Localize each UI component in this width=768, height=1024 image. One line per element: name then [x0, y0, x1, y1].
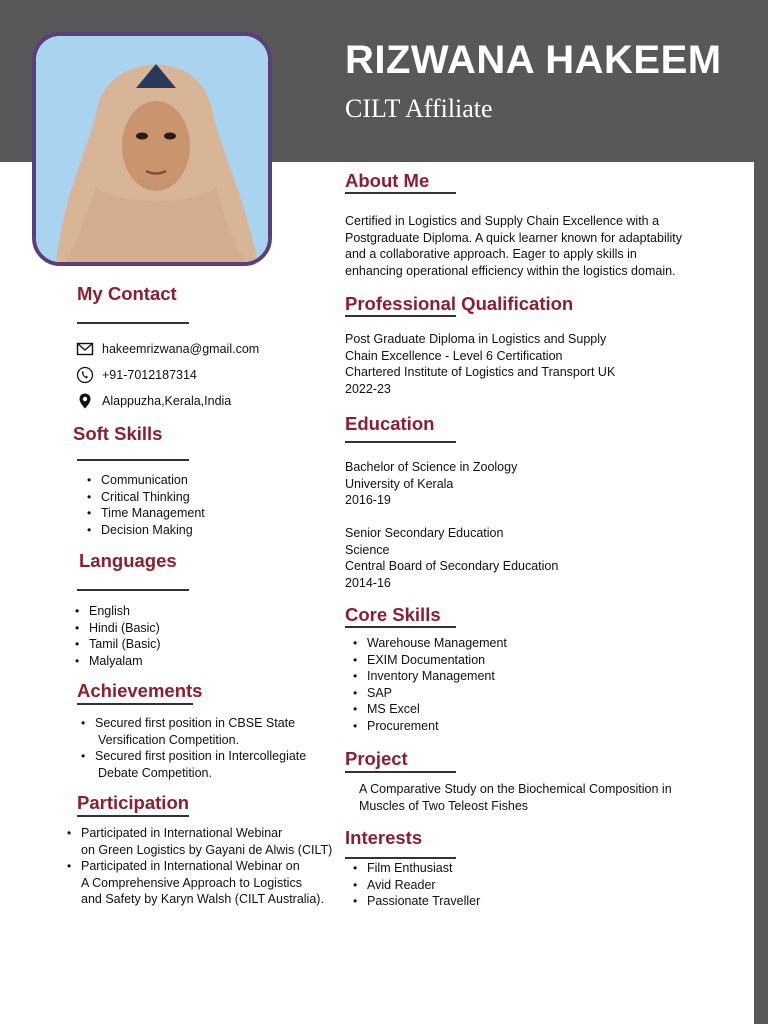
list-item: • EXIM Documentation [367, 652, 507, 669]
qualification-divider [345, 315, 456, 317]
project-divider [345, 771, 456, 773]
languages-list [89, 603, 161, 669]
list-item: • Hindi (Basic) [89, 620, 161, 637]
list-item: • Tamil (Basic) [89, 636, 161, 653]
list-item: • Time Management [101, 505, 205, 522]
person-name: RIZWANA HAKEEM [345, 38, 722, 82]
location-pin-icon [76, 392, 94, 410]
contact-phone[interactable]: +91-7012187314 [102, 368, 197, 382]
list-item: • Procurement [367, 718, 507, 735]
project-heading: Project [345, 748, 408, 769]
profile-photo [32, 32, 272, 266]
education-divider [345, 441, 456, 443]
contact-divider [77, 322, 189, 324]
list-item: • English [89, 603, 161, 620]
list-item: • SAP [367, 685, 507, 702]
contact-email[interactable]: hakeemrizwana@gmail.com [102, 342, 260, 356]
right-accent-bar [754, 162, 768, 1024]
interests-list [367, 860, 480, 910]
about-divider [345, 192, 456, 194]
soft-skills-divider [77, 459, 189, 461]
list-item: • Communication [101, 472, 205, 489]
contact-location-row [76, 392, 231, 410]
contact-phone-row [76, 366, 197, 384]
list-item: • MS Excel [367, 701, 507, 718]
list-item: • Malyalam [89, 653, 161, 670]
list-item: • Film Enthusiast [367, 860, 480, 877]
interests-heading: Interests [345, 827, 423, 848]
interests-divider [345, 857, 456, 859]
education-entry: Bachelor of Science in Zoology University of Kerala 2016-19 [345, 460, 518, 507]
list-item: • Avid Reader [367, 877, 480, 894]
core-skills-list [367, 635, 507, 734]
languages-heading: Languages [79, 550, 177, 571]
list-item: • Critical Thinking [101, 489, 205, 506]
participation-list [81, 825, 332, 908]
project-text: A Comparative Study on the Biochemical Composition in Muscles of Two Teleost Fishes [359, 782, 672, 813]
core-skills-heading: Core Skills [345, 604, 441, 625]
education-heading: Education [345, 413, 435, 434]
person-role: CILT Affiliate [345, 94, 493, 123]
list-item: • Warehouse Management [367, 635, 507, 652]
list-item: • Participated in International Webinar on Green Logistics by Gayani de Alwis (CILT) [81, 825, 332, 858]
languages-divider [77, 589, 189, 591]
list-item: • Decision Making [101, 522, 205, 539]
core-skills-divider [345, 626, 456, 628]
list-item: • Secured first position in CBSE State Versification Competition. [95, 715, 306, 748]
participation-heading: Participation [77, 792, 190, 813]
list-item: • Passionate Traveller [367, 893, 480, 910]
mail-icon [76, 340, 94, 358]
contact-heading: My Contact [77, 283, 177, 304]
achievements-heading: Achievements [77, 680, 203, 701]
soft-skills-heading: Soft Skills [73, 423, 163, 444]
soft-skills-list [101, 472, 205, 538]
qualification-text: Post Graduate Diploma in Logistics and Supply Chain Excellence - Level 6 Certification Chartered Institute of Logistics and Transport UK 2022-23 [345, 332, 616, 396]
contact-location: Alappuzha,Kerala,India [102, 394, 232, 408]
list-item: • Secured first position in Intercollegiate Debate Competition. [95, 748, 306, 781]
qualification-heading: Professional Qualification [345, 293, 574, 314]
education-entry: Senior Secondary Education Science Central Board of Secondary Education 2014-16 [345, 526, 559, 590]
list-item: • Inventory Management [367, 668, 507, 685]
about-text: Certified in Logistics and Supply Chain Excellence with a Postgraduate Diploma. A quick learner known for adaptability and a collaborative approach. Eager to apply skills in enhancing operational efficiency within the logistics domain. [345, 214, 682, 278]
achievements-list [95, 715, 306, 781]
contact-email-row [76, 340, 259, 358]
phone-icon [76, 366, 94, 384]
about-heading: About Me [345, 170, 430, 191]
participation-divider [77, 815, 189, 817]
achievements-divider [77, 703, 193, 705]
list-item: • Participated in International Webinar on A Comprehensive Approach to Logistics and Safety by Karyn Walsh (CILT Australia). [81, 858, 332, 908]
